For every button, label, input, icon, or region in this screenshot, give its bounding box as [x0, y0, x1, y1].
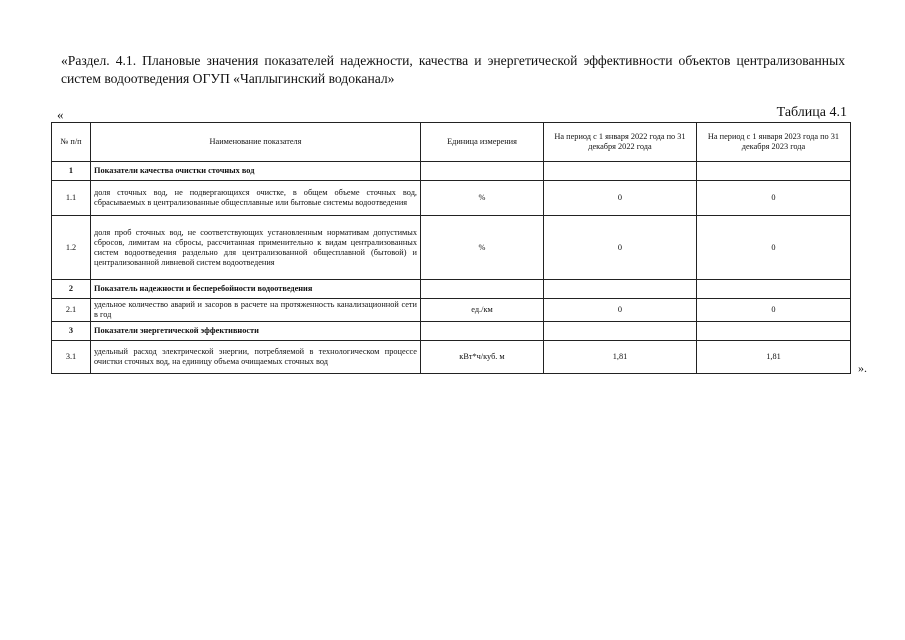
header-unit: Единица измерения [421, 123, 544, 162]
header-period-2022: На период с 1 января 2022 года по 31 декабря 2022 года [544, 123, 697, 162]
row-value-2023: 0 [697, 181, 851, 216]
row-name: Показатели энергетической эффективности [91, 322, 421, 341]
header-name: Наименование показателя [91, 123, 421, 162]
row-num: 3.1 [52, 341, 91, 374]
row-value-2022 [544, 162, 697, 181]
row-name: доля сточных вод, не подвергающихся очистке, в общем объеме сточных вод, сбрасываемых в централизованные общесплавные или бытовые системы водоотведения [91, 181, 421, 216]
table-label: Таблица 4.1 [776, 105, 847, 120]
opening-quote: « [57, 107, 64, 122]
table-row [52, 280, 851, 299]
section-heading: «Раздел. 4.1. Плановые значения показателей надежности, качества и энергетической эффективности объектов централизованных систем водоотведения ОГУП «Чаплыгинский водоканал» [61, 53, 845, 86]
row-num: 1.1 [52, 181, 91, 216]
row-name: удельное количество аварий и засоров в расчете на протяженность канализационной сети в год [91, 299, 421, 322]
row-value-2022: 0 [544, 216, 697, 280]
table-row [52, 341, 851, 374]
indicators-table [51, 122, 851, 374]
row-value-2022: 0 [544, 181, 697, 216]
row-num: 2.1 [52, 299, 91, 322]
table-row [52, 322, 851, 341]
row-num: 1 [52, 162, 91, 181]
row-name: Показатели качества очистки сточных вод [91, 162, 421, 181]
row-name: доля проб сточных вод, не соответствующих установленным нормативам допустимых сбросов, лимитам на сбросы, рассчитанная применительно к видам централизованных систем водоотведения раздельно для централизованной общесплавной (бытовой) и централизованной ливневой систем водоотведения [91, 216, 421, 280]
row-num: 1.2 [52, 216, 91, 280]
closing-quote: ». [858, 361, 867, 375]
row-value-2022: 1,81 [544, 341, 697, 374]
row-name: удельный расход электрической энергии, потребляемой в технологическом процессе очистки сточных вод, на единицу объема очищаемых сточных вод [91, 341, 421, 374]
row-num: 3 [52, 322, 91, 341]
table-row [52, 299, 851, 322]
table-row [52, 162, 851, 181]
table-row [52, 216, 851, 280]
row-value-2023 [697, 280, 851, 299]
row-unit [421, 322, 544, 341]
header-period-2023: На период с 1 января 2023 года по 31 декабря 2023 года [697, 123, 851, 162]
row-value-2022 [544, 280, 697, 299]
row-unit: ед./км [421, 299, 544, 322]
row-value-2023 [697, 322, 851, 341]
table-row [52, 181, 851, 216]
row-unit: % [421, 216, 544, 280]
row-value-2023 [697, 162, 851, 181]
row-value-2022 [544, 322, 697, 341]
row-value-2023: 0 [697, 299, 851, 322]
row-value-2022: 0 [544, 299, 697, 322]
row-unit: % [421, 181, 544, 216]
header-num: № п/п [52, 123, 91, 162]
table-header-row [52, 123, 851, 162]
row-num: 2 [52, 280, 91, 299]
row-value-2023: 1,81 [697, 341, 851, 374]
row-unit: кВт*ч/куб. м [421, 341, 544, 374]
row-name: Показатель надежности и бесперебойности водоотведения [91, 280, 421, 299]
row-unit [421, 162, 544, 181]
row-unit [421, 280, 544, 299]
row-value-2023: 0 [697, 216, 851, 280]
